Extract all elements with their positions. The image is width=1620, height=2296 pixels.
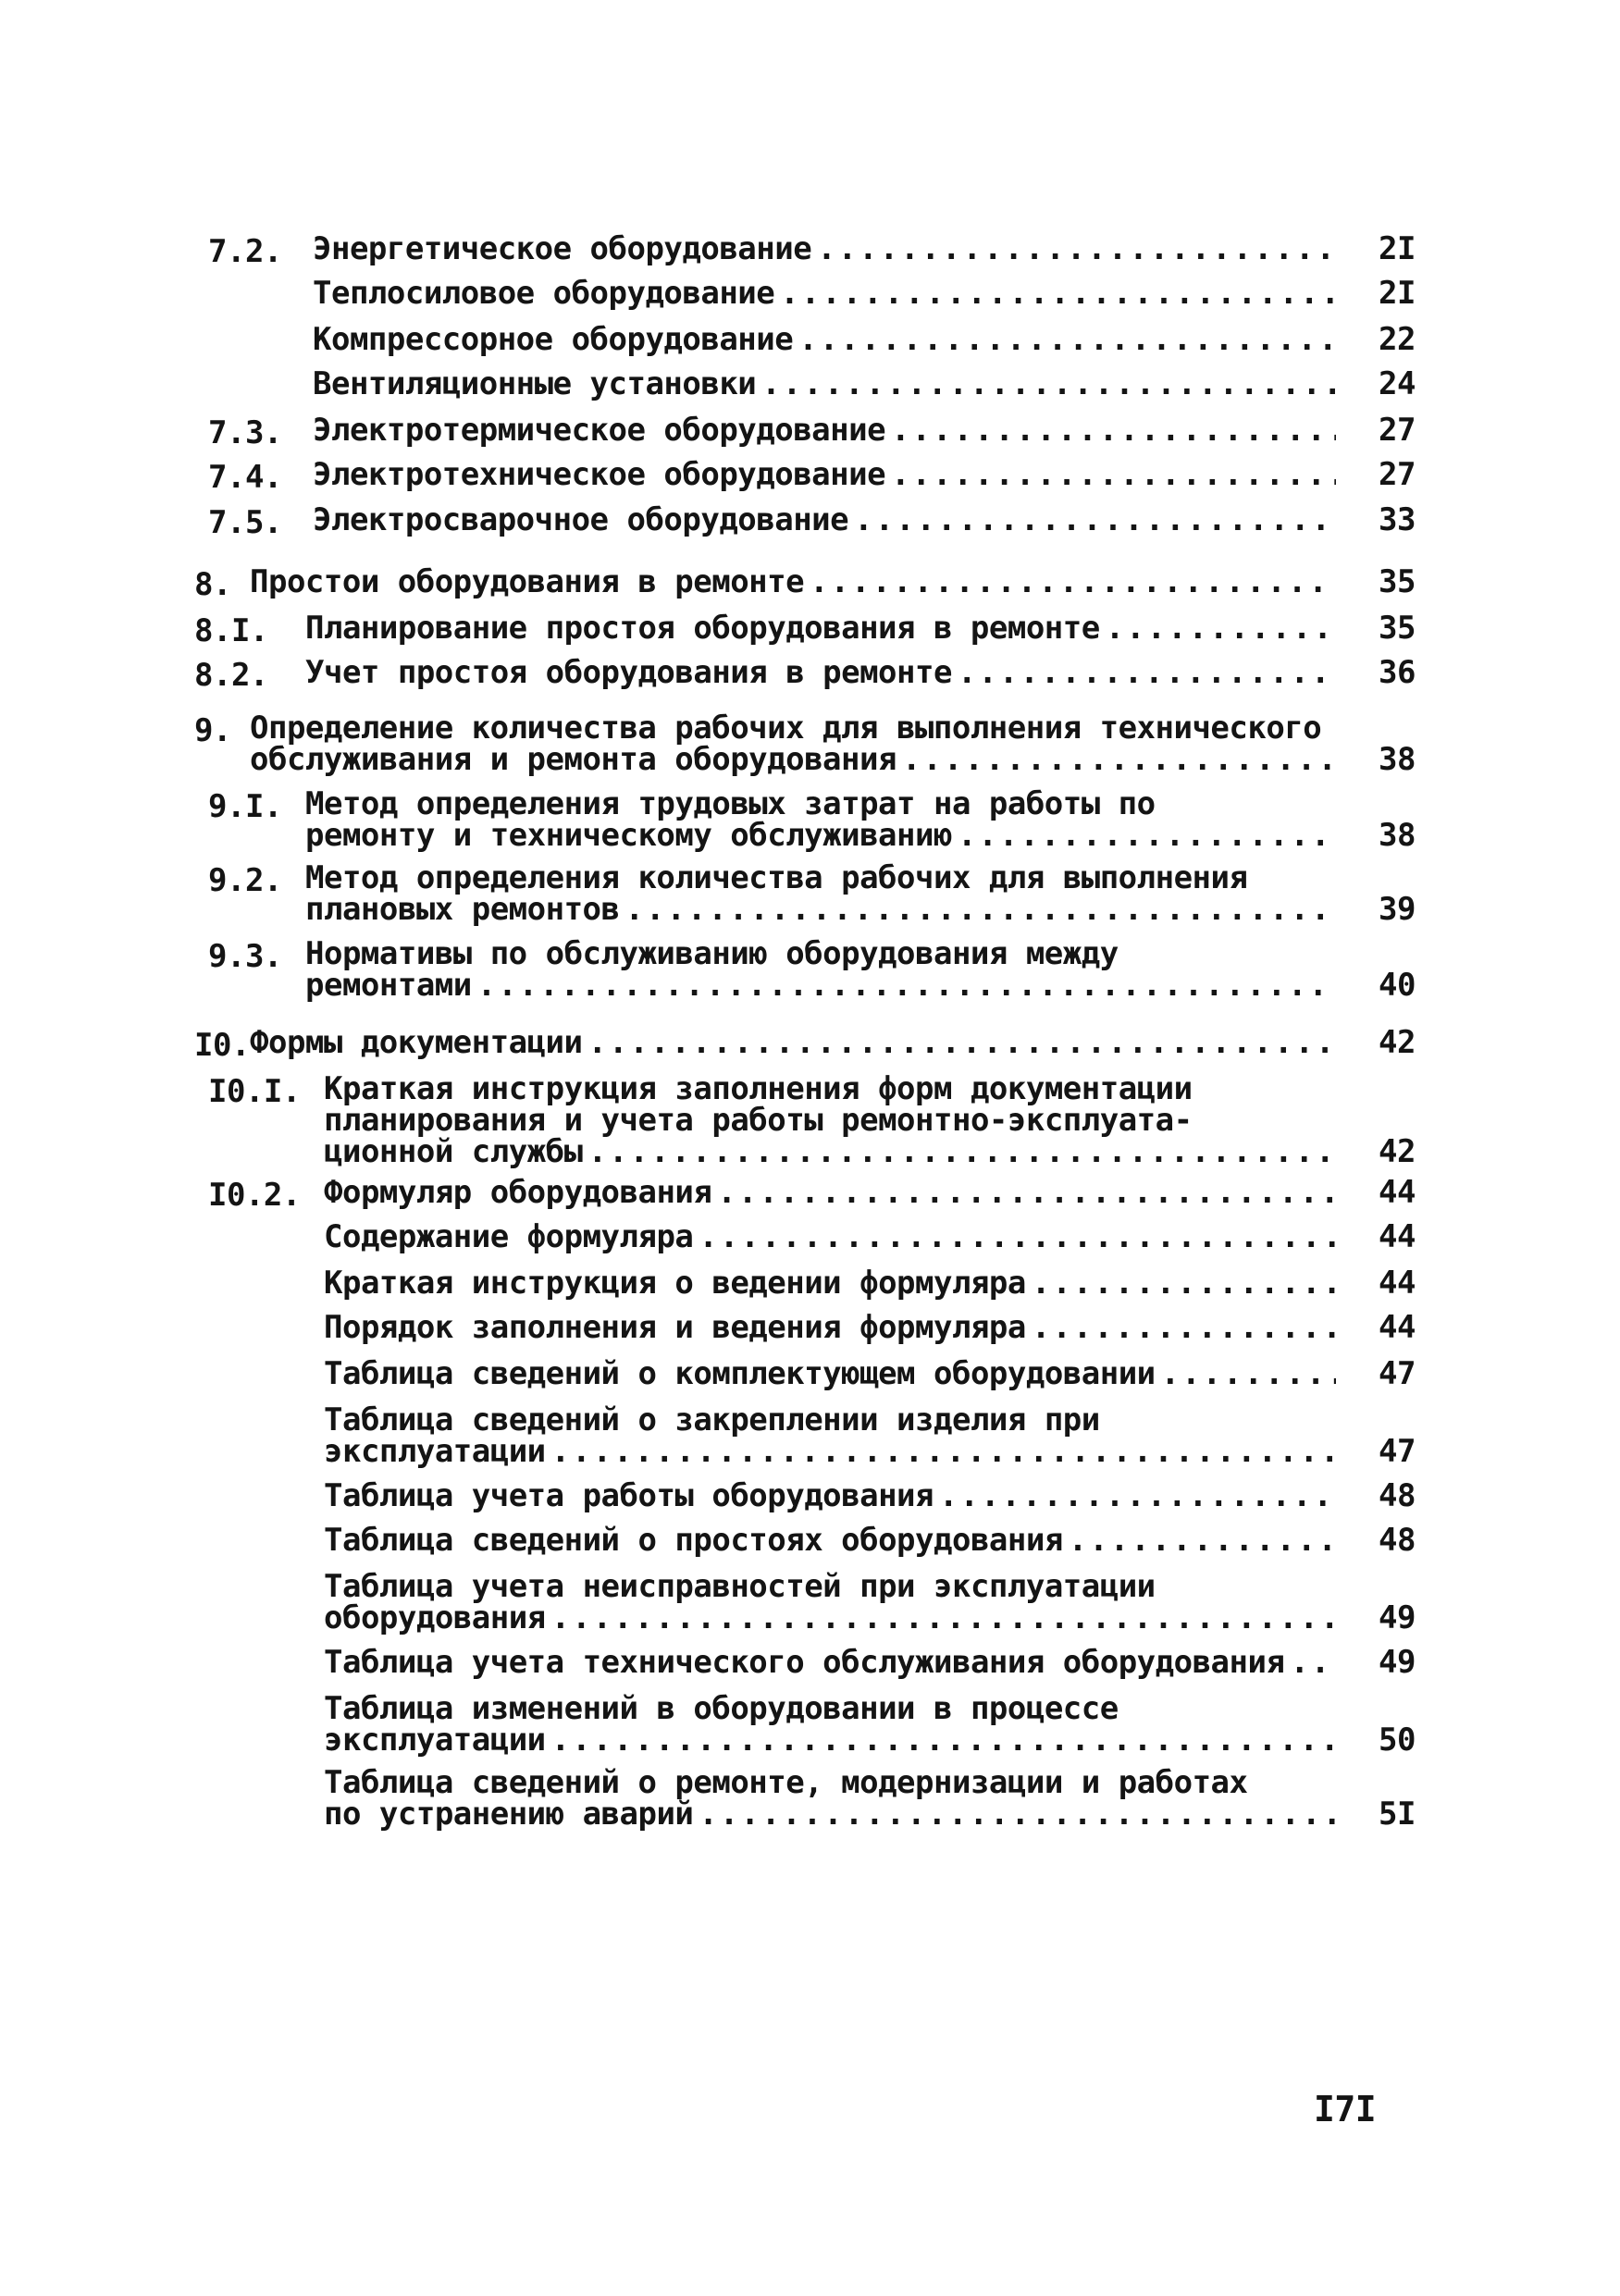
toc-entry-title: планирования и учета работы ремонтно-эксплуата- xyxy=(324,1102,1193,1139)
dot-leader xyxy=(1290,1647,1336,1678)
toc-entry-title: Компрессорное оборудование xyxy=(313,321,794,358)
toc-entry-title: Таблица сведений о простоях оборудования xyxy=(324,1522,1063,1559)
dot-leader xyxy=(891,459,1336,490)
toc-entry-page: 2I xyxy=(1379,230,1416,267)
toc-entry-page: 33 xyxy=(1379,501,1416,538)
toc-entry-title: ремонту и техническому обслуживанию xyxy=(305,817,952,854)
toc-entry-number: 8.2. xyxy=(194,657,268,694)
toc-entry-page: 38 xyxy=(1379,817,1416,854)
dot-leader xyxy=(699,1221,1336,1253)
toc-entry-page: 39 xyxy=(1379,891,1416,928)
toc-entry-page: 27 xyxy=(1379,412,1416,449)
dot-leader xyxy=(1069,1524,1336,1556)
toc-entry-title: Нормативы по обслуживанию оборудования между xyxy=(305,935,1119,972)
toc-entry-title: Формуляр оборудования xyxy=(324,1174,712,1211)
toc-entry-page: 22 xyxy=(1379,321,1416,358)
toc-entry-page: 44 xyxy=(1379,1265,1416,1302)
dot-leader xyxy=(1106,612,1336,644)
toc-entry-page: 48 xyxy=(1379,1522,1416,1559)
toc-entry-page: 2I xyxy=(1379,275,1416,312)
toc-entry-title: Планирование простоя оборудования в ремонте xyxy=(305,610,1100,647)
toc-entry-title: Таблица учета технического обслуживания оборудования xyxy=(324,1644,1285,1681)
toc-entry-number: 7.5. xyxy=(208,504,282,541)
toc-entry-title: Таблица учета работы оборудования xyxy=(324,1477,934,1514)
toc-entry-number: 7.4. xyxy=(208,459,282,496)
toc-entry-number: 9.3. xyxy=(208,938,282,975)
dot-leader xyxy=(939,1480,1336,1512)
toc-entry-title: эксплуатации xyxy=(324,1433,546,1470)
toc-entry-page: 47 xyxy=(1379,1355,1416,1392)
toc-entry-title: Краткая инструкция заполнения форм документации xyxy=(324,1070,1193,1107)
toc-entry-title: Формы документации xyxy=(250,1024,583,1061)
toc-entry-title: Вентиляционные установки xyxy=(313,365,757,402)
dot-leader xyxy=(588,1136,1336,1167)
toc-entry-page: 49 xyxy=(1379,1599,1416,1636)
toc-entry-number: 9.2. xyxy=(208,862,282,899)
toc-entry-number: 9.I. xyxy=(208,788,282,825)
dot-leader xyxy=(891,414,1336,446)
dot-leader xyxy=(854,504,1336,536)
toc-entry-page: 48 xyxy=(1379,1477,1416,1514)
toc-entry-page: 44 xyxy=(1379,1309,1416,1346)
dot-leader xyxy=(798,324,1336,355)
dot-leader xyxy=(699,1798,1336,1830)
dot-leader xyxy=(1032,1267,1336,1299)
toc-entry-title: Таблица сведений о комплектующем оборудовании xyxy=(324,1355,1156,1392)
toc-entry-page: 50 xyxy=(1379,1722,1416,1759)
dot-leader xyxy=(958,820,1336,851)
toc-entry-title: Таблица изменений в оборудовании в процессе xyxy=(324,1690,1119,1727)
toc-entry-title: Содержание формуляра xyxy=(324,1218,694,1255)
toc-entry-title: Краткая инструкция о ведении формуляра xyxy=(324,1265,1026,1302)
toc-entry-number: 7.3. xyxy=(208,414,282,451)
toc-entry-page: 44 xyxy=(1379,1174,1416,1211)
toc-entry-title: по устранению аварий xyxy=(324,1796,694,1833)
toc-entry-title: Таблица сведений о закреплении изделия при xyxy=(324,1401,1100,1438)
toc-entry-page: 38 xyxy=(1379,741,1416,778)
toc-entry-number: 9. xyxy=(194,712,231,749)
dot-leader xyxy=(761,368,1336,400)
toc-entry-number: 7.2. xyxy=(208,233,282,270)
toc-entry-number: I0. xyxy=(194,1027,250,1064)
toc-entry-title: ремонтами xyxy=(305,967,472,1004)
toc-entry-page: 24 xyxy=(1379,365,1416,402)
dot-leader xyxy=(625,894,1337,925)
toc-entry-title: Таблица сведений о ремонте, модернизации и работах xyxy=(324,1764,1248,1801)
toc-entry-page: 44 xyxy=(1379,1218,1416,1255)
toc-entry-title: Определение количества рабочих для выполнения технического xyxy=(250,710,1322,747)
toc-entry-page: 42 xyxy=(1379,1133,1416,1170)
page-number: I7I xyxy=(1314,2089,1377,2129)
toc-entry-page: 27 xyxy=(1379,456,1416,493)
toc-entry-title: Учет простоя оборудования в ремонте xyxy=(305,654,952,691)
toc-entry-number: 8. xyxy=(194,566,231,603)
toc-entry-title: Метод определения количества рабочих для выполнения xyxy=(305,859,1248,896)
dot-leader xyxy=(780,278,1336,309)
dot-leader xyxy=(810,566,1336,598)
dot-leader xyxy=(902,744,1336,775)
dot-leader xyxy=(587,1027,1336,1058)
dot-leader xyxy=(817,233,1336,265)
dot-leader xyxy=(1032,1312,1336,1343)
toc-entry-page: 35 xyxy=(1379,563,1416,600)
toc-entry-title: Электротехническое оборудование xyxy=(313,456,886,493)
dot-leader xyxy=(717,1177,1336,1208)
toc-entry-number: 8.I. xyxy=(194,612,268,649)
toc-entry-title: Электротермическое оборудование xyxy=(313,412,886,449)
toc-entry-title: ционной службы xyxy=(324,1133,583,1170)
toc-entry-page: 42 xyxy=(1379,1024,1416,1061)
toc-entry-number: I0.2. xyxy=(208,1177,301,1214)
toc-entry-page: 47 xyxy=(1379,1433,1416,1470)
toc-entry-title: Энергетическое оборудование xyxy=(313,230,812,267)
toc-entry-title: Теплосиловое оборудование xyxy=(313,275,775,312)
dot-leader xyxy=(1161,1358,1336,1389)
toc-entry-title: Таблица учета неисправностей при эксплуатации xyxy=(324,1568,1156,1605)
toc-entry-page: 36 xyxy=(1379,654,1416,691)
toc-entry-title: эксплуатации xyxy=(324,1722,546,1759)
toc-entry-title: Электросварочное оборудование xyxy=(313,501,849,538)
toc-entry-title: Порядок заполнения и ведения формуляра xyxy=(324,1309,1026,1346)
dot-leader xyxy=(551,1724,1336,1756)
toc-entry-page: 5I xyxy=(1379,1796,1416,1833)
toc-entry-page: 40 xyxy=(1379,967,1416,1004)
dot-leader xyxy=(477,969,1336,1001)
dot-leader xyxy=(551,1602,1336,1634)
toc-entry-title: оборудования xyxy=(324,1599,546,1636)
toc-entry-title: Метод определения трудовых затрат на работы по xyxy=(305,785,1156,822)
toc-entry-title: плановых ремонтов xyxy=(305,891,620,928)
toc-entry-page: 49 xyxy=(1379,1644,1416,1681)
dot-leader xyxy=(958,657,1336,688)
toc-entry-page: 35 xyxy=(1379,610,1416,647)
toc-entry-number: I0.I. xyxy=(208,1073,301,1110)
toc-entry-title: Простои оборудования в ремонте xyxy=(250,563,805,600)
toc-entry-title: обслуживания и ремонта оборудования xyxy=(250,741,897,778)
dot-leader xyxy=(551,1436,1336,1467)
